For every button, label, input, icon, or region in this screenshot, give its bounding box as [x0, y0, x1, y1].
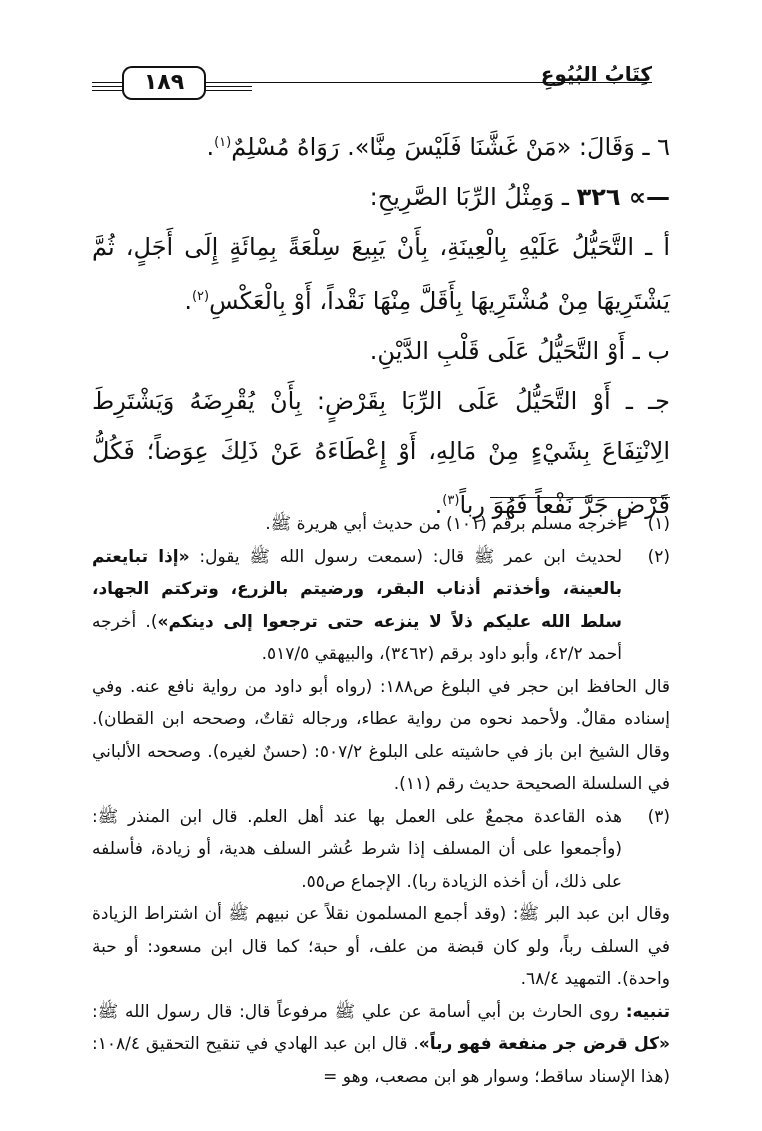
footnote-text: أخرجه مسلم برقم (١٠١) من حديث أبي هريرة ﷺ. [265, 514, 622, 534]
page-number: ١٨٩ [122, 66, 206, 100]
footnote-paragraph: وقال ابن عبد البر ﷺ: (وقد أجمع المسلمون نقلاً عن نبيهم ﷺ أن اشتراط الزيادة في السلف رباً، ولو كان قبضة من علف، أو حبة؛ كما قال ابن مسعود: أو حبة واحدة). التمهيد ٦٨/٤. [92, 904, 670, 989]
note-label: تنبيه: [625, 1001, 670, 1022]
footnotes [92, 508, 670, 1093]
footnote-text: هذه القاعدة مجمعٌ على العمل بها عند أهل العلم. قال ابن المنذر ﷺ: (وأجمعوا على أن المسلف إذا شرط عُشر السلف هدية، أو زيادة، فأسلفه على ذلك، أن أخذه الزيادة ربا). الإجماع ص٥٥. [92, 806, 622, 892]
section-heading: ـ وَمِثْلُ الرِّبَا الصَّرِيحِ: [369, 183, 569, 211]
footnote [92, 801, 670, 899]
footnote-number: (١) [647, 514, 670, 534]
list-item: أ ـ التَّحَيُّلُ عَلَيْهِ بِالْعِينَةِ، بِأَنْ يَبِيعَ سِلْعَةً بِمِائَةٍ إِلَى أَجَلٍ، ثُمَّ يَشْتَرِيهَا مِنْ مُشْتَرِيهَا بِأَقَلَّ مِنْهَا نَقْداً، أَوْ بِالْعَكْسِ$^{(٢)}$. [92, 233, 670, 315]
main-text [92, 118, 670, 530]
text-line: ٦ ـ وَقَالَ: «مَنْ غَشَّنَا فَلَيْسَ مِنَّا». رَوَاهُ مُسْلِمٌ$^{(١)}$. [206, 133, 670, 161]
footnote [92, 508, 670, 541]
list-item: ب ـ أَوْ التَّحَيُّلُ عَلَى قَلْبِ الدَّيْنِ. [369, 337, 670, 365]
footnote-paragraph: قال الحافظ ابن حجر في البلوغ ص١٨٨: (رواه أبو داود من رواية نافع عنه. وفي إسناده مقالٌ. ولأحمد نحوه من رواية عطاء، ورجاله ثقاتٌ، وصححه ابن القطان). وقال الشيخ ابن باز في حاشيته على البلوغ ٥٠٧/٢: (حسنٌ لغيره). وصححه الألباني في السلسلة الصحيحة حديث رقم (١١). [92, 676, 671, 794]
footnote-separator [490, 497, 670, 498]
footnote-number: (٢) [647, 546, 670, 567]
page-header [92, 62, 652, 98]
footnote-number: (٣) [647, 806, 670, 827]
footnote-ref: (٣) [442, 493, 460, 508]
footnote-text: لحديث ابن عمر ﷺ قال: (سمعت رسول الله ﷺ يقول: «إذا تبايعتم بالعينة، وأخذتم أذناب البقر، ورضيتم بالزرع، وتركتم الجهاد، سلط الله عليكم ذلاً لا ينزعه حتى ترجعوا إلى دينكم»). أخرجه أحمد ٤٢/٢، وأبو داود برقم (٣٤٦٢)، والبيهقي ٥١٧/٥. [92, 546, 622, 664]
section-number: —∝ ٣٢٦ [576, 183, 670, 211]
footnote-ref: (٢) [191, 289, 210, 304]
list-item: جـ ـ أَوْ التَّحَيُّلُ عَلَى الرِّبَا بِقَرْضٍ: بِأَنْ يُقْرِضَهُ وَيَشْتَرِطَ الِانْتِفَاعَ بِشَيْءٍ مِنْ مَالِهِ، أَوْ إِعْطَاءَهُ عَنْ ذَلِكَ عِوَضاً؛ فَكُلُّ قَرْضٍ جَرَّ نَفْعاً فَهُوَ رِباً$^{(٣)}$. [92, 387, 670, 519]
chapter-title: كِتَابُ البُيُوعِ [540, 62, 652, 86]
text-line [92, 172, 670, 222]
footnote-paragraph: تنبيه: روى الحارث بن أبي أسامة عن علي ﷺ مرفوعاً قال: قال رسول الله ﷺ: «كل قرض جر منفعة فهو رباً». قال ابن عبد الهادي في تنقيح التحقيق ١٠٨/٤: (هذا الإسناد ساقط؛ وسوار هو ابن مصعب، وهو = [92, 1001, 670, 1087]
footnote-ref: (١) [214, 135, 232, 150]
hadith-text: ٦ ـ وَقَالَ: «مَنْ غَشَّنَا فَلَيْسَ مِنَّا». رَوَاهُ مُسْلِمٌ [231, 133, 670, 161]
footnote [92, 541, 670, 671]
